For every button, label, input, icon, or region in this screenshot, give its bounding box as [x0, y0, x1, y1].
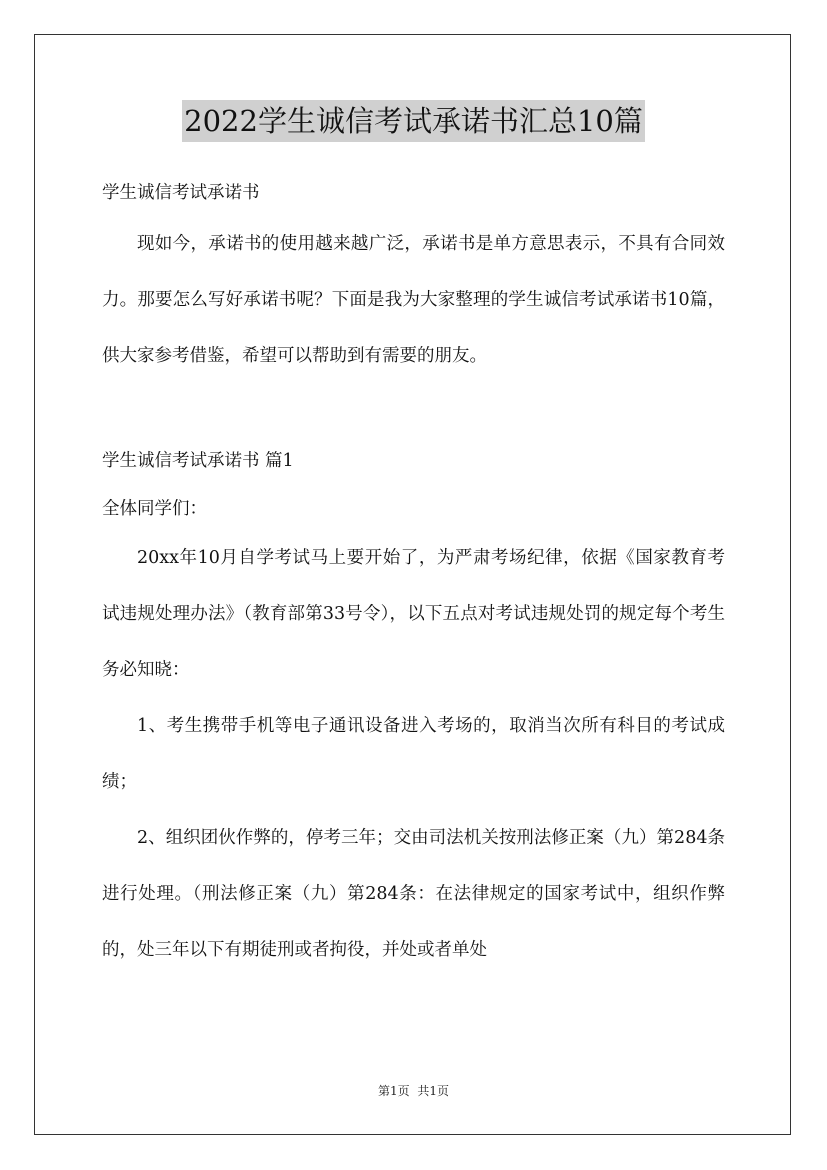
document-body: [102, 172, 725, 978]
spacer: [102, 384, 725, 424]
body-paragraph-1: 20xx年10月自学考试马上要开始了，为严肃考场纪律，依据《国家教育考试违规处理办法》（教育部第33号令），以下五点对考试违规处罚的规定每个考生务必知晓：: [102, 548, 725, 680]
document-subtitle: 学生诚信考试承诺书: [102, 183, 260, 203]
intro-paragraph: 现如今，承诺书的使用越来越广泛，承诺书是单方意思表示，不具有合同效力。那要怎么写好承诺书呢？下面是我为大家整理的学生诚信考试承诺书10篇，供大家参考借鉴，希望可以帮助到有需要的朋友。: [102, 234, 725, 366]
section-heading: 学生诚信考试承诺书 篇1: [102, 451, 294, 471]
body-paragraph-2: 1、考生携带手机等电子通讯设备进入考场的，取消当次所有科目的考试成绩；: [102, 716, 725, 792]
body-paragraph-3: 2、组织团伙作弊的，停考三年；交由司法机关按刑法修正案（九）第284条进行处理。（刑法修正案（九）第284条：在法律规定的国家考试中，组织作弊的，处三年以下有期徒刑或者拘役，并处或者单处: [102, 828, 725, 960]
title-container: [0, 100, 827, 142]
page-total: 共1页: [417, 1084, 449, 1098]
page-footer: [0, 1082, 827, 1099]
salutation: 全体同学们：: [102, 499, 207, 519]
page-number: 第1页: [378, 1084, 410, 1098]
document-title: 2022学生诚信考试承诺书汇总10篇: [182, 100, 645, 142]
